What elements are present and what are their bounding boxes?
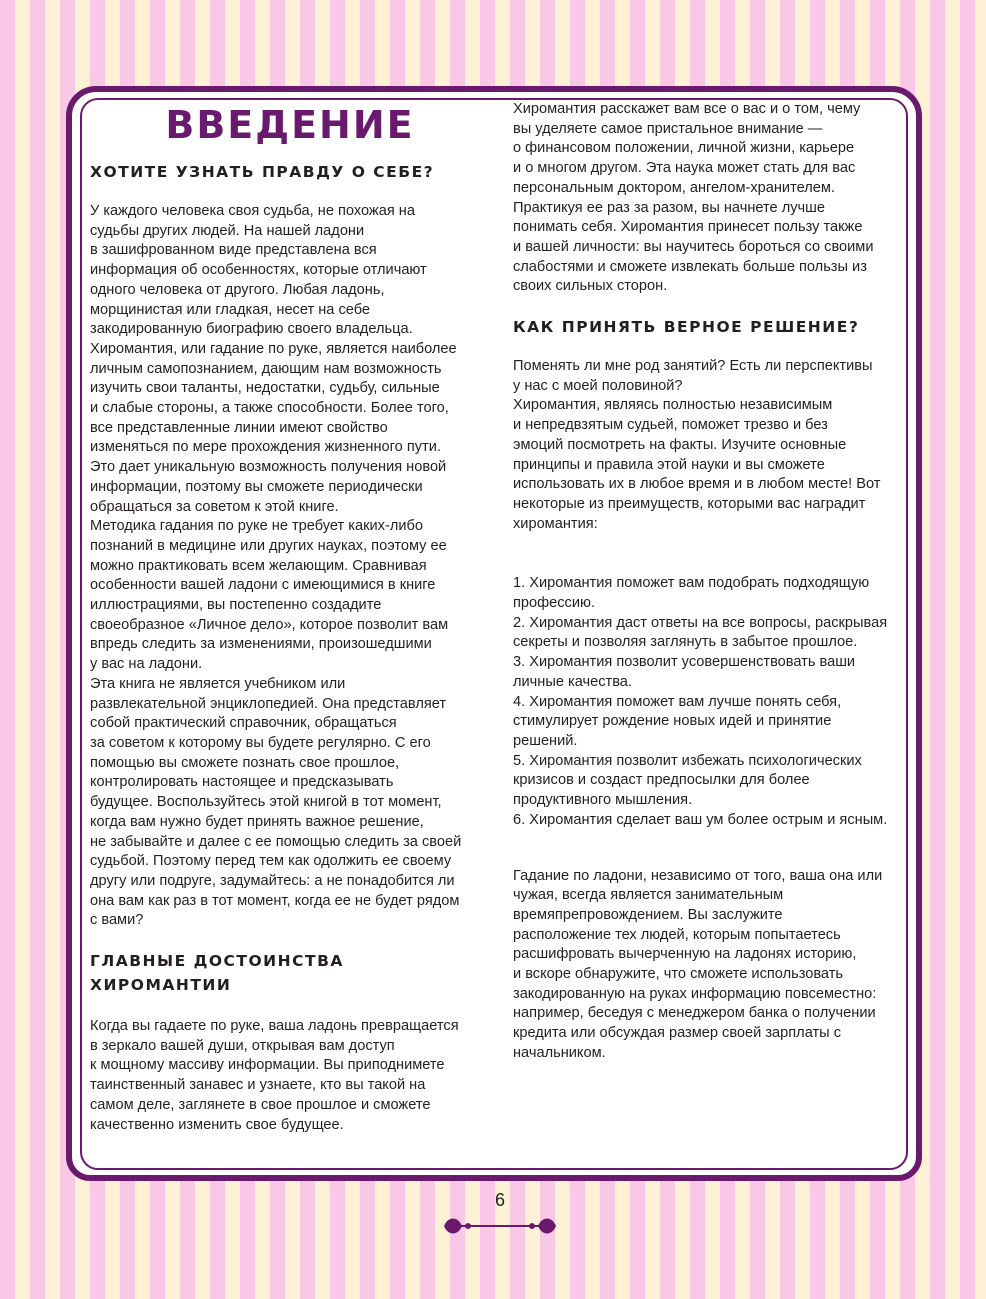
spacer [513, 831, 913, 867]
intro-paragraph: У каждого человека своя судьба, не похожая на судьбы других людей. На нашей ладони в зашифрованном виде представлена вся информация об особенностях, которые отличают одного человека от другого. Любая ладонь, морщинистая или гладкая, несет на себе закодированную биографию своего владельца. Хиромантия, или гадание по руке, является наиболее личным самопознанием, дающим нам возможность изучить свои таланты, недостатки, судьбу, сильные и слабые стороны, а также способности. Более того, все представленные линии имеют свойство изменяться по мере прохождения жизненного пути. Это дает уникальную возможность получения новой информации, поэтому вы сможете периодически обращаться за советом к этой книге. Методика гадания по руке не требует каких-либо познаний в медицине или других науках, поэтому ее можно практиковать всем желающим. Сравнивая особенности вашей ладони с имеющимися в книге иллюстрациями, вы постепенно создадите своеобразное «Личное дело», которое позволит вам впредь следить за изменениями, произошедшими у вас на ладони. Эта книга не является учебником или развлекательной энциклопедией. Она представляет собой практический справочник, обращаться за советом к которому вы будете регулярно. С его помощью вы сможете познать свое прошлое, контролировать настоящее и предсказывать будущее. Воспользуйтесь этой книгой в тот момент, когда вам нужно будет принять важное решение, не забывайте и далее с ее помощью следить за своей судьбой. Поэтому перед тем как одолжить ее своему другу или подруге, задумайтесь: а не понадобится ли она вам как раз в тот момент, когда ее не будет рядом с вами? [90, 203, 462, 929]
heading-right-decision: КАК ПРИНЯТЬ ВЕРНОЕ РЕШЕНИЕ? [513, 318, 860, 337]
spacer [513, 534, 913, 574]
decision-paragraph: Поменять ли мне род занятий? Есть ли перспективы у нас с моей половиной? Хиромантия, являясь полностью независимым и непредвзятым судьей, поможет трезво и без эмоций посмотреть на факты. Изучите основные принципы и правила этой науки и вы сможете использовать их в любое время и в любом месте! Вот некоторые из преимуществ, которыми вас наградит хиромантия: [513, 358, 881, 532]
page-title: ВВЕДЕНИЕ [165, 103, 415, 147]
page-number: 6 [494, 1190, 505, 1210]
heading-main-merits: ГЛАВНЫЕ ДОСТОИНСТВА ХИРОМАНТИИ [90, 952, 344, 995]
closing-paragraph: Гадание по ладони, независимо от того, ваша она или чужая, всегда является занимательным времяпрепровождением. Вы заслужите расположение тех людей, которым попытаетесь расшифровать вычерченную на ладонях историю, и вскоре обнаружите, что сможете использовать закодированную на руках информацию повсеместно: например, беседуя с менеджером банка о получении кредита или обсуждая размер своей зарплаты с начальником. [513, 867, 883, 1061]
benefits-list: 1. Хиромантия поможет вам подобрать подходящую профессию. 2. Хиромантия даст ответы на все вопросы, раскрывая секреты и позволяя заглянуть в забытое прошлое. 3. Хиромантия позволит усовершенствовать ваши личные качества. 4. Хиромантия поможет вам лучше понять себя, стимулирует рождение новых идей и принятие решений. 5. Хиромантия позволит избежать психологических кризисов и создаст предпосылки для более продуктивного мышления. 6. Хиромантия сделает ваш ум более острым и ясным. [513, 575, 888, 828]
right-intro-paragraph: Хиромантия расскажет вам все о вас и о том, чему вы уделяете самое пристальное внимание — о финансовом положении, личной жизни, карьере и о многом другом. Эта наука может стать для вас персональным доктором, ангелом-хранителем. Практикуя ее раз за разом, вы начнете лучше понимать себя. Хиромантия принесет пользу также и вашей личности: вы научитесь бороться со своими слабостями и сможете извлекать больше пользы из своих сильных сторон. [513, 101, 874, 295]
heading-truth-about-self: ХОТИТЕ УЗНАТЬ ПРАВДУ О СЕБЕ? [90, 163, 435, 181]
left-column [90, 100, 490, 1135]
right-column [513, 100, 913, 1064]
merits-paragraph: Когда вы гадаете по руке, ваша ладонь превращается в зеркало вашей души, открывая вам доступ к мощному массиву информации. Вы приподнимете таинственный занавес и узнаете, кто вы такой на самом деле, заглянете в свое прошлое и сможете качественно изменить свое будущее. [90, 1018, 459, 1133]
ornament-divider-icon [440, 1212, 560, 1240]
